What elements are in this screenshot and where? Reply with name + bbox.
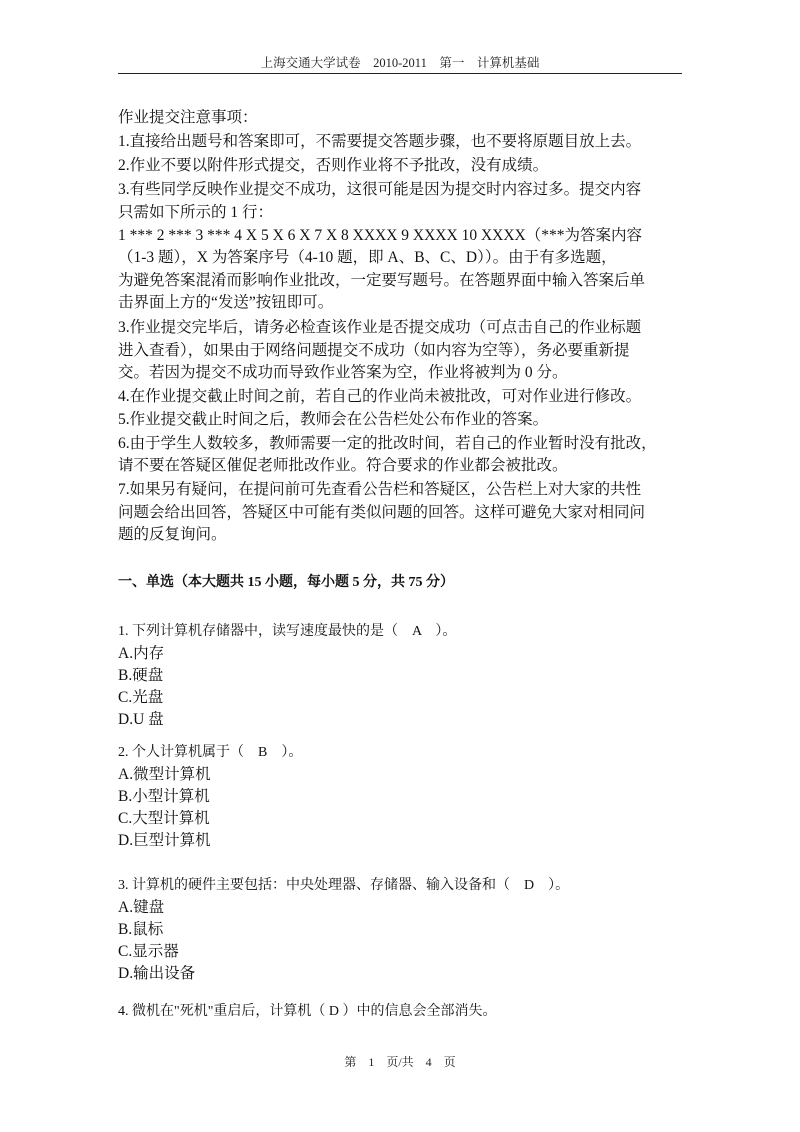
question-option: D.输出设备 [118, 965, 196, 982]
question-stem: 1. 下列计算机存储器中，读写速度最快的是（ A ）。 [118, 624, 457, 639]
notice-paragraph-line: （1-3 题），X 为答案序号（4-10 题，即 A、B、C、D））。由于有多选题， [118, 249, 617, 266]
question-option: D.巨型计算机 [118, 832, 211, 849]
notice-paragraph-line: 题的反复询问。 [118, 526, 227, 543]
question-option: C.光盘 [118, 689, 164, 706]
notice-paragraph-line: 交。若因为提交不成功而导致作业答案为空，作业将被判为 0 分。 [118, 364, 568, 381]
notice-paragraph-line: 3.有些同学反映作业提交不成功，这很可能是因为提交时内容过多。提交内容 [118, 181, 642, 198]
question-option: B.小型计算机 [118, 788, 210, 805]
question-option: A.内存 [118, 645, 165, 662]
question-stem: 2. 个人计算机属于（ B ）。 [118, 745, 303, 760]
notice-paragraph-line: 1.直接给出题号和答案即可，不需要提交答题步骤，也不要将原题目放上去。 [118, 133, 642, 150]
question-option: D.U 盘 [118, 711, 164, 728]
header-rule [118, 73, 682, 74]
page-footer: 第 1 页/共 4 页 [344, 1055, 456, 1069]
notice-paragraph-line: 3.作业提交完毕后，请务必检查该作业是否提交成功（可点击自己的作业标题 [118, 319, 642, 336]
page-header: 上海交通大学试卷 2010-2011 第一 计算机基础 [260, 56, 540, 70]
notice-paragraph-line: 请不要在答疑区催促老师批改作业。符合要求的作业都会被批改。 [118, 457, 568, 474]
notice-paragraph-line: 5.作业提交截止时间之后，教师会在公告栏处公布作业的答案。 [118, 411, 549, 428]
notice-paragraph-line: 进入查看），如果由于网络问题提交不成功（如内容为空等），务必要重新提 [118, 342, 630, 359]
notice-title: 作业提交注意事项： [118, 109, 258, 126]
notice-paragraph-line: 2.作业不要以附件形式提交，否则作业将不予批改，没有成绩。 [118, 157, 549, 174]
question-option: A.微型计算机 [118, 766, 211, 783]
question-option: C.显示器 [118, 943, 179, 960]
question-stem: 3. 计算机的硬件主要包括：中央处理器、存储器、输入设备和（ D ）。 [118, 878, 570, 893]
notice-paragraph-line: 问题会给出回答，答疑区中可能有类似问题的回答。这样可避免大家对相同问 [118, 504, 646, 521]
notice-paragraph-line: 4.在作业提交截止时间之前，若自己的作业尚未被批改，可对作业进行修改。 [118, 388, 642, 405]
notice-paragraph-line: 6.由于学生人数较多，教师需要一定的批改时间，若自己的作业暂时没有批改， [118, 435, 657, 452]
notice-paragraph-line: 击界面上方的“发送”按钮即可。 [118, 294, 334, 311]
question-stem: 4. 微机在"死机"重启后，计算机（ D ）中的信息会全部消失。 [118, 1004, 497, 1019]
question-option: B.硬盘 [118, 667, 164, 684]
section-title: 一、单选（本大题共 15 小题，每小题 5 分，共 75 分） [118, 575, 454, 590]
notice-paragraph-line: 7.如果另有疑问，在提问前可先查看公告栏和答疑区，公告栏上对大家的共性 [118, 481, 642, 498]
question-option: C.大型计算机 [118, 810, 210, 827]
question-option: B.鼠标 [118, 921, 164, 938]
notice-paragraph-line: 为避免答案混淆而影响作业批改，一定要写题号。在答题界面中输入答案后单 [118, 272, 646, 289]
notice-paragraph-line: 只需如下所示的 1 行： [118, 204, 274, 221]
question-option: A.键盘 [118, 899, 165, 916]
notice-paragraph-line: 1 *** 2 *** 3 *** 4 X 5 X 6 X 7 X 8 XXXX 9 XXXX 10 XXXX（***为答案内容 [118, 227, 642, 244]
